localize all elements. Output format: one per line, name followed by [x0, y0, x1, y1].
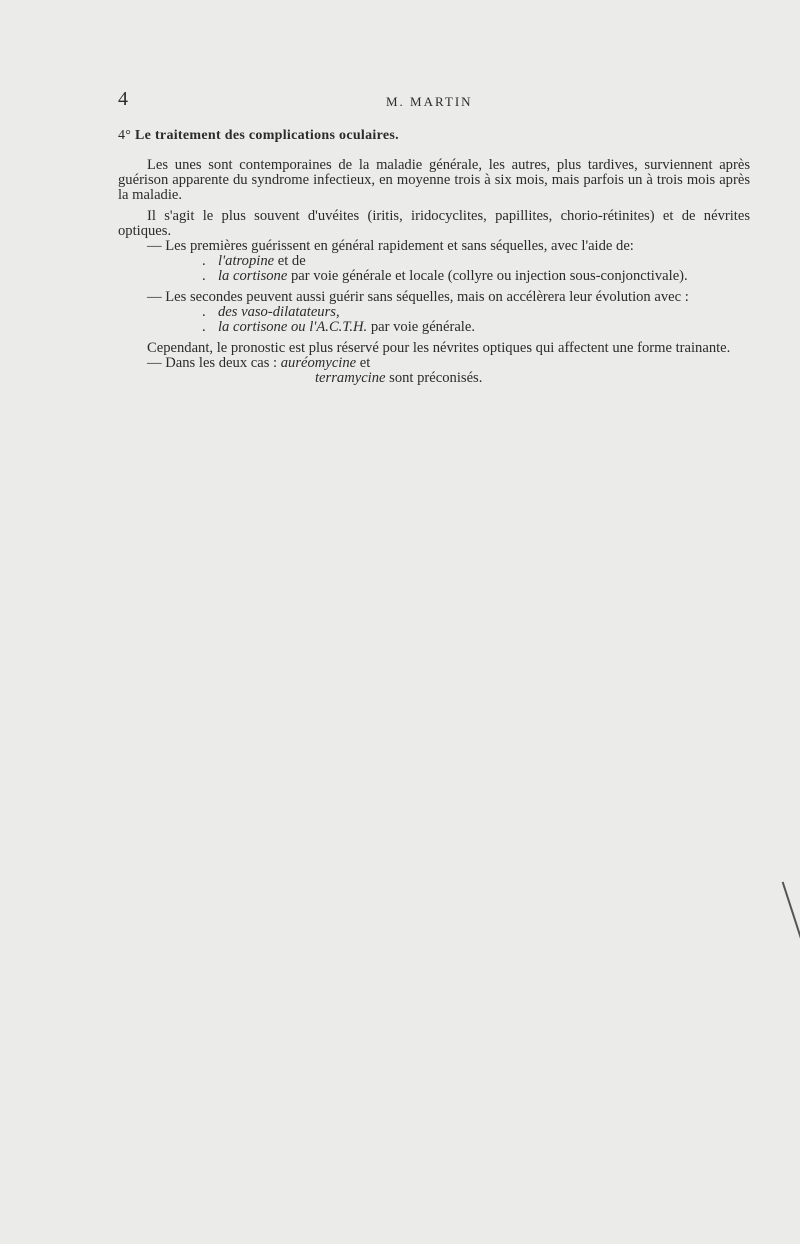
list-item [118, 305, 750, 320]
list-item [118, 320, 750, 335]
paragraph-6-intro: — Dans les deux cas : [147, 355, 281, 371]
paragraph-6-text-2: sont préconisés. [385, 370, 483, 386]
bullet: . [202, 268, 206, 284]
section-number: 4° [118, 128, 132, 143]
paragraph-6 [147, 356, 750, 386]
page-number: 4 [118, 88, 128, 110]
running-head: M. MARTIN [386, 94, 473, 109]
section-title: Le traitement des complications oculaires. [135, 128, 399, 143]
list-item-italic: la cortisone [218, 268, 288, 284]
paper-crease-mark [782, 882, 800, 959]
paragraph-1: Les unes sont contemporaines de la maladie générale, les autres, plus tardives, surviennent après guérison apparente du syndrome infectieux, en moyenne trois à six mois, mais parfois un à trois mois après la maladie. [118, 157, 750, 203]
page-body [118, 128, 750, 386]
list-item [118, 269, 750, 284]
list-item-italic: des vaso-dilatateurs, [218, 304, 340, 320]
bullet: . [202, 304, 206, 320]
bullet: . [202, 253, 206, 269]
paragraph-5: Cependant, le pronostic est plus réservé pour les névrites optiques qui affectent une forme trainante. [147, 340, 731, 356]
paragraph-6-text-1: et [356, 355, 371, 371]
section-heading [118, 128, 750, 143]
list-item-text: et de [274, 253, 306, 269]
list-premieres [118, 254, 750, 284]
paragraph-6-drug-1: auréomycine [280, 355, 357, 371]
paragraph-4-intro: — Les secondes peuvent aussi guérir sans séquelles, mais on accélèrera leur évolution avec : [147, 289, 689, 305]
list-secondes [118, 305, 750, 335]
paragraph-3-intro: — Les premières guérissent en général rapidement et sans séquelles, avec l'aide de: [147, 238, 634, 254]
paragraph-2: Il s'agit le plus souvent d'uvéites (iritis, iridocyclites, papillites, chorio-rétinites) et de névrites optiques. [118, 208, 750, 239]
paragraph-6-drug-2: terramycine [315, 370, 386, 386]
page-header [118, 88, 750, 112]
list-item-text: par voie générale. [367, 319, 475, 335]
paragraph-6-line-2 [147, 371, 750, 386]
bullet: . [202, 319, 206, 335]
list-item-italic: la cortisone ou l'A.C.T.H. [218, 319, 368, 335]
list-item-italic: l'atropine [218, 253, 275, 269]
list-item-text: par voie générale et locale (collyre ou injection sous-conjonctivale). [287, 268, 688, 284]
list-item [118, 254, 750, 269]
